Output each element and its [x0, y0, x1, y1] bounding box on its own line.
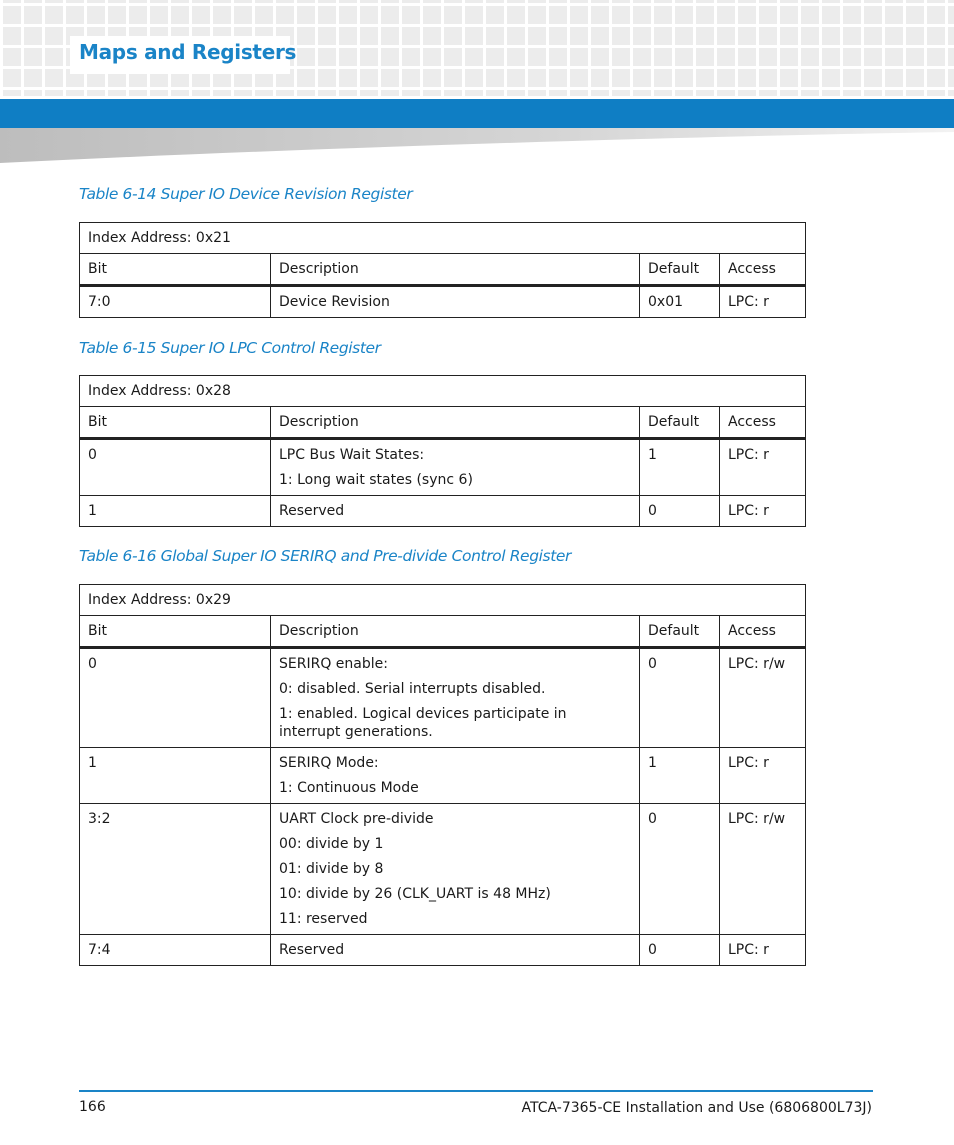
table-caption-device-revision: Table 6-14 Super IO Device Revision Register	[79, 185, 413, 203]
table-row	[80, 935, 806, 966]
default-cell: 0	[640, 648, 720, 748]
column-header-default: Default	[640, 254, 720, 286]
bit-cell: 7:0	[80, 286, 271, 318]
default-cell: 1	[640, 439, 720, 496]
description-cell	[271, 804, 640, 935]
column-header-description: Description	[271, 254, 640, 286]
access-cell: LPC: r	[720, 496, 806, 527]
footer-rule	[79, 1090, 873, 1092]
description-line: 10: divide by 26 (CLK_UART is 48 MHz)	[279, 886, 551, 902]
header-swoosh	[0, 128, 954, 168]
table-row	[80, 648, 806, 748]
column-header-description: Description	[271, 407, 640, 439]
register-table-lpc-control	[79, 375, 806, 527]
description-line: 00: divide by 1	[279, 836, 384, 852]
table-row	[80, 439, 806, 496]
description-line: UART Clock pre-divide	[279, 811, 434, 827]
description-cell	[271, 648, 640, 748]
description-cell	[271, 496, 640, 527]
register-table-device-revision	[79, 222, 806, 318]
document-title: ATCA-7365-CE Installation and Use (6806800L73J)	[521, 1100, 872, 1116]
description-line: 1: Long wait states (sync 6)	[279, 472, 473, 488]
column-header-access: Access	[720, 407, 806, 439]
default-cell: 0x01	[640, 286, 720, 318]
description-cell	[271, 748, 640, 804]
description-line: SERIRQ enable:	[279, 656, 388, 672]
table-row	[80, 286, 806, 318]
table-caption-serirq-predivide: Table 6-16 Global Super IO SERIRQ and Pre-divide Control Register	[79, 547, 572, 565]
description-line: 1: Continuous Mode	[279, 780, 419, 796]
index-address-cell: Index Address: 0x29	[80, 585, 806, 616]
column-header-access: Access	[720, 616, 806, 648]
bit-cell: 7:4	[80, 935, 271, 966]
bit-cell: 0	[80, 439, 271, 496]
access-cell: LPC: r	[720, 748, 806, 804]
column-header-bit: Bit	[80, 616, 271, 648]
description-cell	[271, 439, 640, 496]
table-header-row	[80, 616, 806, 648]
description-cell	[271, 286, 640, 318]
access-cell: LPC: r	[720, 935, 806, 966]
column-header-bit: Bit	[80, 254, 271, 286]
description-line: LPC Bus Wait States:	[279, 447, 425, 463]
description-cell	[271, 935, 640, 966]
bit-cell: 1	[80, 496, 271, 527]
column-header-default: Default	[640, 407, 720, 439]
default-cell: 0	[640, 496, 720, 527]
column-header-description: Description	[271, 616, 640, 648]
description-line: 0: disabled. Serial interrupts disabled.	[279, 681, 546, 697]
bit-cell: 1	[80, 748, 271, 804]
bit-cell: 3:2	[80, 804, 271, 935]
description-line: 1: enabled. Logical devices participate in interrupt generations.	[279, 706, 567, 740]
index-address-cell: Index Address: 0x28	[80, 376, 806, 407]
column-header-bit: Bit	[80, 407, 271, 439]
access-cell: LPC: r/w	[720, 804, 806, 935]
access-cell: LPC: r	[720, 439, 806, 496]
table-caption-lpc-control: Table 6-15 Super IO LPC Control Register	[79, 339, 381, 357]
page-title: Maps and Registers	[79, 40, 297, 64]
access-cell: LPC: r	[720, 286, 806, 318]
table-header-row	[80, 407, 806, 439]
column-header-default: Default	[640, 616, 720, 648]
column-header-access: Access	[720, 254, 806, 286]
table-header-row	[80, 254, 806, 286]
description-line: SERIRQ Mode:	[279, 755, 379, 771]
description-line: Reserved	[279, 942, 345, 958]
table-row	[80, 748, 806, 804]
description-line: Reserved	[279, 503, 345, 519]
bit-cell: 0	[80, 648, 271, 748]
default-cell: 1	[640, 748, 720, 804]
register-table-serirq-predivide	[79, 584, 806, 966]
page-number: 166	[79, 1099, 106, 1115]
default-cell: 0	[640, 935, 720, 966]
header-band	[0, 99, 954, 128]
table-row	[80, 496, 806, 527]
table-row	[80, 804, 806, 935]
index-address-cell: Index Address: 0x21	[80, 223, 806, 254]
default-cell: 0	[640, 804, 720, 935]
description-line: 11: reserved	[279, 911, 368, 927]
description-line: 01: divide by 8	[279, 861, 384, 877]
description-line: Device Revision	[279, 294, 390, 310]
access-cell: LPC: r/w	[720, 648, 806, 748]
